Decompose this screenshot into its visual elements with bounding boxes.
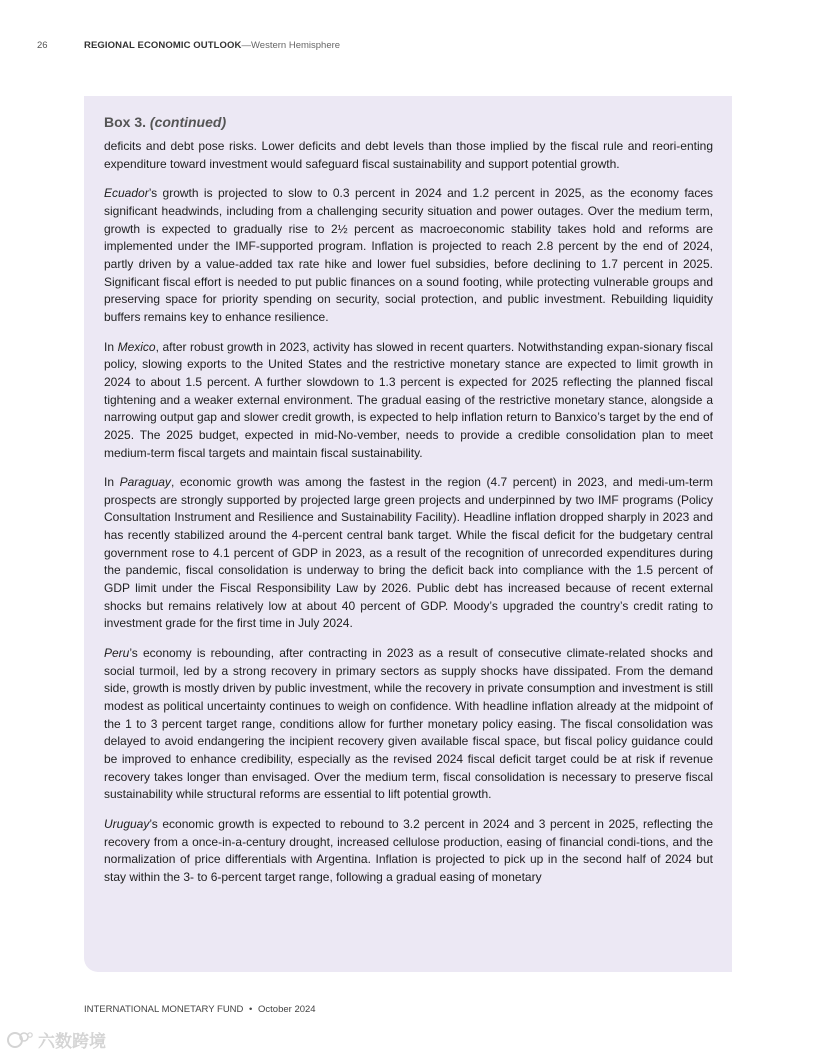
footer-separator: •	[249, 1004, 253, 1015]
paragraph-text: ’s economy is rebounding, after contracting in 2023 as a result of consecutive climate-related shocks and social turmoil, led by a strong recovery in primary sectors as supply shocks have dissipated. From the demand side, growth is mostly driven by public investment, while the recovery in private consumption and investment is still modest as political uncertainty continues to weigh on confidence. With headline inflation already at the midpoint of the 1 to 3 percent target range, conditions allow for further monetary policy easing. The fiscal consolidation was delayed to avoid endangering the incipient recovery given available fiscal space, but fiscal policy guidance could be improved to enhance credibility, especially as the revised 2024 fiscal deficit target could be at risk if revenue recovery takes longer than envisaged. Over the medium term, fiscal consolidation is necessary to preserve fiscal sustainability while structural reforms are essential to lift potential growth.	[104, 646, 713, 802]
paragraph-peru	[104, 645, 713, 804]
footer-org: INTERNATIONAL MONETARY FUND	[84, 1004, 244, 1015]
page-header	[37, 40, 776, 51]
box-title	[104, 113, 713, 131]
paragraph-prefix: In	[104, 475, 120, 490]
paragraph-intro	[104, 138, 713, 173]
paragraph-uruguay	[104, 816, 713, 887]
header-title: REGIONAL ECONOMIC OUTLOOK	[84, 40, 242, 51]
country-name: Mexico	[117, 339, 156, 354]
paragraph-text: , economic growth was among the fastest in the region (4.7 percent) in 2023, and medi-um-term prospects are strongly supported by projected large green projects and underpinned by two IMF programs (Policy Consultation Instrument and Resilience and Sustainability Facility). Headline inflation dropped sharply in 2023 and has recently stabilized around the 4-percent central bank target. While the fiscal deficit for the budgetary central government rose to 4.1 percent of GDP in 2023, as a result of the recognition of unrecorded expenditures during the pandemic, fiscal consolidation is underway to bring the deficit back into compliance with the 1.5 percent of GDP limit under the Fiscal Responsibility Law by 2026. Public debt has increased because of recent external shocks but remains relatively low at about 40 percent of GDP. Moody’s upgraded the country’s credit rating to investment grade for the first time in July 2024.	[104, 475, 714, 631]
paragraph-prefix: In	[104, 339, 118, 354]
paragraph-text: ’s growth is projected to slow to 0.3 percent in 2024 and 1.2 percent in 2025, as the economy faces significant headwinds, including from a challenging security situation and power outages. Over the medium term, growth is expected to gradually rise to 2½ percent as macroeconomic stability takes hold and reforms are implemented under the IMF-supported program. Inflation is projected to reach 2.8 percent by the end of 2024, partly driven by a value-added tax rate hike and lower fuel subsidies, before declining to 1.7 percent in 2025. Significant fiscal effort is needed to put public finances on a sound footing, while protecting vulnerable groups and preserving space for priority spending on security, social protection, and public investment. Rebuilding liquidity buffers remains key to enhance resilience.	[104, 186, 713, 324]
box-3-continued	[84, 96, 732, 972]
header-subtitle: —Western Hemisphere	[241, 40, 341, 51]
country-name: Ecuador	[104, 186, 149, 201]
paragraph-mexico	[104, 339, 713, 463]
page-number: 26	[37, 40, 48, 51]
country-name: Uruguay	[104, 816, 150, 831]
paragraph-paraguay	[104, 474, 713, 633]
watermark	[6, 1027, 106, 1052]
country-name: Peru	[104, 646, 130, 661]
box-title-suffix: (continued)	[149, 114, 227, 130]
country-name: Paraguay	[119, 475, 171, 490]
paragraph-text: , after robust growth in 2023, activity has slowed in recent quarters. Notwithstanding expan-sionary fiscal policy, slowing exports to the United States and the restrictive monetary stance are expected to limit growth in 2024 to about 1.5 percent. A further slowdown to 1.3 percent is expected for 2025 reflecting the planned fiscal tightening and a weaker external environment. The gradual easing of the restrictive monetary stance, alongside a narrowing output gap and slower credit growth, is expected to help inflation return to Banxico’s target by the end of 2025. The 2025 budget, expected in mid-No-vember, needs to provide a credible consolidation plan to meet medium-term fiscal targets and maintain fiscal sustainability.	[104, 339, 714, 460]
watermark-text: 六数跨境	[38, 1032, 106, 1051]
paragraph-text: deficits and debt pose risks. Lower deficits and debt levels than those implied by the fiscal rule and reori-enting expenditure toward investment would safeguard fiscal sustainability and support potential growth.	[104, 139, 713, 171]
paragraph-ecuador	[104, 185, 713, 326]
box-title-prefix: Box 3.	[104, 114, 147, 130]
logo-icon	[6, 1030, 36, 1050]
footer-date: October 2024	[258, 1004, 316, 1015]
paragraph-text: ’s economic growth is expected to rebound to 3.2 percent in 2024 and 3 percent in 2025, reflecting the recovery from a once-in-a-century drought, increased cellulose production, easing of financial condi-tions, and the normalization of price differentials with Argentina. Inflation is projected to pick up in the second half of 2024 but stay within the 3- to 6-percent target range, following a gradual easing of monetary	[104, 816, 713, 884]
page-footer	[84, 1004, 316, 1015]
